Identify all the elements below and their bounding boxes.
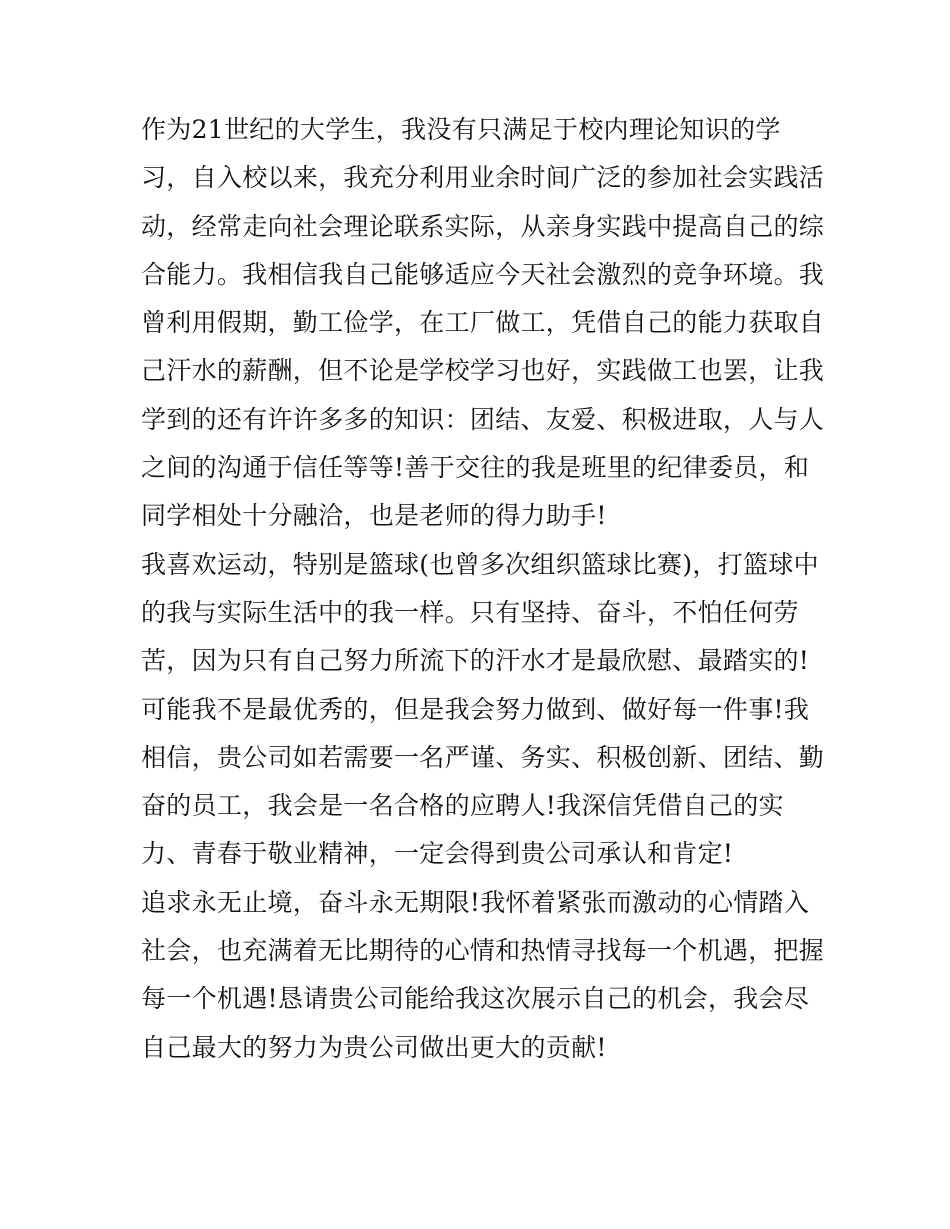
text-line: 奋的员工，我会是一名合格的应聘人!我深信凭借自己的实	[141, 791, 784, 821]
text-line: 之间的沟通于信任等等!善于交往的我是班里的纪律委员，和	[141, 453, 810, 483]
text-line: 合能力。我相信我自己能够适应今天社会激烈的竞争环境。我	[141, 259, 825, 289]
text-line: 每一个机遇!恳请贵公司能给我这次展示自己的机会，我会尽	[141, 984, 810, 1014]
text-line: 作为21世纪的大学生，我没有只满足于校内理论知识的学	[141, 115, 781, 144]
text-line: 自己最大的努力为贵公司做出更大的贡献!	[141, 1032, 607, 1062]
text-line: 力、青春于敬业精神，一定会得到贵公司承认和肯定!	[141, 839, 734, 869]
text-line: 可能我不是最优秀的，但是我会努力做到、做好每一件事!我	[141, 694, 810, 724]
document-body	[141, 106, 825, 1072]
text-line: 曾利用假期，勤工俭学，在工厂做工，凭借自己的能力获取自	[141, 308, 825, 338]
text-line: 的我与实际生活中的我一样。只有坚持、奋斗，不怕任何劳	[141, 597, 799, 627]
text-line: 相信，贵公司如若需要一名严谨、务实、积极创新、团结、勤	[141, 742, 825, 772]
text-line: 习，自入校以来，我充分利用业余时间广泛的参加社会实践活	[141, 163, 825, 193]
text-line: 动，经常走向社会理论联系实际，从亲身实践中提高自己的综	[141, 211, 825, 241]
text-line: 己汗水的薪酬，但不论是学校学习也好，实践做工也罢，让我	[141, 356, 825, 386]
text-line: 追求永无止境，奋斗永无期限!我怀着紧张而激动的心情踏入	[141, 887, 810, 917]
text-line: 我喜欢运动，特别是篮球(也曾多次组织篮球比赛)，打篮球中	[141, 549, 819, 579]
text-line: 社会，也充满着无比期待的心情和热情寻找每一个机遇，把握	[141, 936, 825, 966]
text-line: 学到的还有许许多多的知识：团结、友爱、积极进取，人与人	[141, 404, 825, 434]
text-line: 苦，因为只有自己努力所流下的汗水才是最欣慰、最踏实的!	[141, 646, 810, 676]
text-line: 同学相处十分融洽，也是老师的得力助手!	[141, 501, 607, 531]
